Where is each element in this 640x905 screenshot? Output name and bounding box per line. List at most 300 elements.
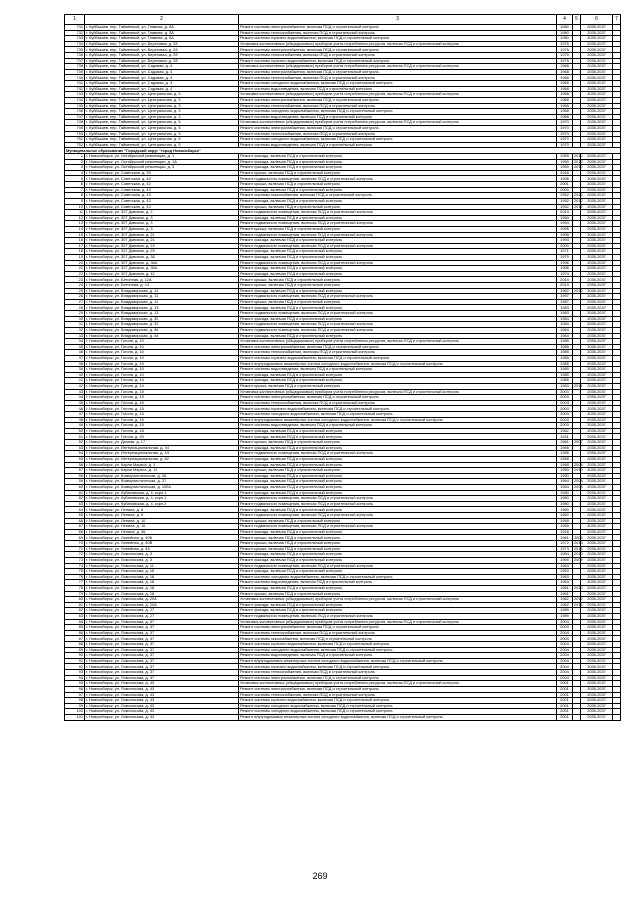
address-cell: г. Новосибирск, ул. Советская, д. 43: [85, 193, 239, 199]
work-type-cell: Ремонт подвального помещения, включая ПСД и строительный контроль: [239, 260, 557, 266]
address-cell: г. Новосибирск, ул. Ломоносова, д. 5: [85, 557, 239, 563]
work-type-cell: Ремонт крыши, включая ПСД и строительный контроль: [239, 541, 557, 547]
address-cell: г. Новосибирск, ул. Интернациональная, д. 44: [85, 451, 239, 457]
year-built-cell: 1970: [557, 131, 573, 137]
row-number-cell: 736: [65, 53, 85, 59]
work-type-cell: Ремонт крыши, включая ПСД и строительный контроль: [239, 283, 557, 289]
work-type-cell: Ремонт системы водоотведения, включая ПСД и строительный контроль: [239, 142, 557, 148]
planned-period-cell: 2035-2037: [581, 69, 613, 75]
row-number-cell: 86: [65, 630, 85, 636]
table-body: [65, 25, 621, 721]
address-cell: г. Новосибирск, ул. Советская, д. 42: [85, 182, 239, 188]
year-built-cell: 1984: [557, 316, 573, 322]
address-cell: г. Новосибирск, ул. Ломоносова, д. 43: [85, 692, 239, 698]
address-cell: г. Новосибирск, ул. 307 Дивизии, д. 3: [85, 215, 239, 221]
work-type-cell: Ремонт системы горячего водоснабжения, включая ПСД и строительный контроль: [239, 698, 557, 704]
year-built-cell: 1995: [557, 226, 573, 232]
year-built-cell: 2004: [557, 658, 573, 664]
address-cell: г. Новосибирск, ул. Ломоносова, д. 37: [85, 675, 239, 681]
row-number-cell: 14: [65, 226, 85, 232]
planned-period-cell: 2035-2037: [581, 395, 613, 401]
row-number-cell: 11: [65, 210, 85, 216]
address-cell: г. Новосибирск, ул. 307 Дивизии, д. 2: [85, 210, 239, 216]
year-built-cell: 1997: [557, 294, 573, 300]
planned-period-cell: 2035-2037: [581, 176, 613, 182]
year-prior-repair-cell: 2012: [574, 596, 583, 602]
address-cell: г. Новосибирск, ул. Советская, д. 43: [85, 204, 239, 210]
work-type-cell: Ремонт крыши, включая ПСД и строительный контроль: [239, 440, 557, 446]
address-cell: г. Новосибирск, ул. Ломоносова, д. 27: [85, 613, 239, 619]
row-number-cell: 98: [65, 698, 85, 704]
address-cell: г. Новосибирск, ул. Ломоносова, д. 16: [85, 580, 239, 586]
row-number-cell: 733: [65, 36, 85, 42]
row-number-cell: 32: [65, 327, 85, 333]
address-cell: г. Куйбышев, пер. Тайменный, ул. Садовая, д. 4: [85, 64, 239, 70]
planned-period-cell: 2035-2037: [581, 215, 613, 221]
planned-period-cell: 2035-2037: [581, 36, 613, 42]
year-prior-repair-cell: 2010: [574, 585, 583, 591]
row-number-cell: 95: [65, 681, 85, 687]
work-type-cell: Ремонт подвального помещения, включая ПСД и строительный контроль: [239, 322, 557, 328]
year-built-cell: 2004: [557, 670, 573, 676]
work-type-cell: Ремонт крыши, включая ПСД и строительный контроль: [239, 226, 557, 232]
year-built-cell: 1962: [557, 428, 573, 434]
planned-period-cell: 2035-2037: [581, 569, 613, 575]
work-type-cell: Ремонт подвального помещения, включая ПСД и строительный контроль: [239, 294, 557, 300]
row-number-cell: 67: [65, 524, 85, 530]
row-number-cell: 58: [65, 473, 85, 479]
planned-period-cell: 2035-2037: [581, 647, 613, 653]
row-number-cell: 94: [65, 675, 85, 681]
planned-period-cell: 2035-2037: [581, 552, 613, 558]
row-number-cell: 83: [65, 613, 85, 619]
row-number-cell: 15: [65, 232, 85, 238]
row-number-cell: 79: [65, 591, 85, 597]
planned-period-cell: 2035-2037: [581, 53, 613, 59]
work-type-cell: Ремонт системы теплоснабжения, включая ПСД и строительный контроль: [239, 53, 557, 59]
address-cell: г. Новосибирск, ул. Ломоносова, д. 16: [85, 574, 239, 580]
work-type-cell: Установка коллективных (общедомовых) приборов учета потребления ресурсов, включая ПСД и строительный контроль: [239, 597, 557, 603]
row-number-cell: 36: [65, 350, 85, 356]
row-number-cell: 746: [65, 109, 85, 115]
year-built-cell: 1980: [557, 25, 573, 31]
year-prior-repair-cell: 2010: [574, 153, 583, 159]
row-number-cell: 39: [65, 367, 85, 373]
year-built-cell: 1962: [557, 597, 573, 603]
work-type-cell: Ремонт фасада, включая ПСД и строительный контроль: [239, 165, 557, 171]
year-prior-repair-cell: 2012: [574, 197, 583, 203]
year-built-cell: 1960: [557, 513, 573, 519]
work-type-cell: Ремонт подвального помещения, включая ПСД и строительный контроль: [239, 451, 557, 457]
planned-period-cell: 2035-2037: [581, 681, 613, 687]
work-type-cell: Ремонт системы теплоснабжения, включая ПСД и строительный контроль: [239, 630, 557, 636]
year-built-cell: 2003: [557, 406, 573, 412]
address-cell: г. Новосибирск, ул. Советская, д. 43: [85, 198, 239, 204]
row-number-cell: 73: [65, 557, 85, 563]
address-cell: г. Новосибирск, ул. 307 Дивизии, д. 42: [85, 271, 239, 277]
address-cell: г. Новосибирск, ул. Владимирская, д. 11: [85, 294, 239, 300]
planned-period-cell: 2035-2037: [581, 103, 613, 109]
address-cell: г. Куйбышев, пер. Тайменный, ул. Береговая, д. 28: [85, 41, 239, 47]
planned-period-cell: 2035-2037: [581, 243, 613, 249]
address-cell: г. Куйбышев, пер. Тайменный, ул. Береговая, д. 28: [85, 53, 239, 59]
planned-period-cell: 2035-2037: [581, 384, 613, 390]
year-built-cell: 1950: [557, 468, 573, 474]
work-type-cell: Ремонт системы водоотведения, включая ПСД и строительный контроль: [239, 367, 557, 373]
row-number-cell: 75: [65, 569, 85, 575]
address-cell: г. Новосибирск, ул. Ленина, д. 10: [85, 518, 239, 524]
address-cell: г. Куйбышев, пер. Тайменный, ул. Береговая, д. 28: [85, 47, 239, 53]
planned-period-cell: 2035-2037: [581, 496, 613, 502]
address-cell: г. Новосибирск, ул. Ломоносова, д. 3: [85, 552, 239, 558]
address-cell: г. Новосибирск, ул. Октябрьской революции, д. 3: [85, 165, 239, 171]
work-type-cell: Ремонт подвального помещения, включая ПСД и строительный контроль: [239, 221, 557, 227]
row-number-cell: 9: [65, 198, 85, 204]
planned-period-cell: 2035-2037: [581, 25, 613, 31]
address-cell: г. Новосибирск, ул. Гоголя, д. 14: [85, 378, 239, 384]
address-cell: г. Новосибирск, ул. Октябрьской революции, д. 1: [85, 154, 239, 160]
planned-period-cell: 2035-2037: [581, 271, 613, 277]
year-built-cell: 1916: [557, 529, 573, 535]
address-cell: г. Новосибирск, ул. 307 Дивизии, д. 23: [85, 249, 239, 255]
work-type-cell: Ремонт системы теплоснабжения, включая ПСД и строительный контроль: [239, 400, 557, 406]
planned-period-cell: 2035-2037: [581, 109, 613, 115]
planned-period-cell: 2035-2037: [581, 182, 613, 188]
year-built-cell: 2001: [557, 182, 573, 188]
row-number-cell: 45: [65, 400, 85, 406]
work-type-cell: Ремонт системы теплоснабжения, включая ПСД и строительный контроль: [239, 670, 557, 676]
planned-period-cell: 2035-2037: [581, 277, 613, 283]
address-cell: г. Новосибирск, ул. Гоголя, д. 10: [85, 355, 239, 361]
address-cell: г. Новосибирск, ул. Ленина, д. 6: [85, 507, 239, 513]
work-type-cell: Ремонт системы горячего водоснабжения, включая ПСД и строительный контроль: [239, 664, 557, 670]
planned-period-cell: 2035-2037: [581, 535, 613, 541]
address-cell: г. Новосибирск, ул. Карла Маркса, д. 11: [85, 468, 239, 474]
work-type-cell: Ремонт фасада, включая ПСД и строительный контроль: [239, 608, 557, 614]
address-cell: г. Новосибирск, ул. Ломоносова, д. 20А: [85, 602, 239, 608]
work-type-cell: Ремонт фасада, включая ПСД и строительный контроль: [239, 372, 557, 378]
page-number: 269: [312, 871, 328, 881]
work-type-cell: Ремонт системы теплоснабжения, включая ПСД и строительный контроль: [239, 30, 557, 36]
row-number-cell: 78: [65, 585, 85, 591]
address-cell: г. Новосибирск, ул. Гоголя, д. 10: [85, 372, 239, 378]
planned-period-cell: 2035-2037: [581, 653, 613, 659]
year-prior-repair-cell: [573, 714, 581, 720]
planned-period-cell: 2035-2037: [581, 350, 613, 356]
year-built-cell: 1970: [557, 120, 573, 126]
row-number-cell: 65: [65, 513, 85, 519]
planned-period-cell: 2035-2037: [581, 97, 613, 103]
row-number-cell: 738: [65, 64, 85, 70]
planned-period-cell: 2035-2037: [581, 367, 613, 373]
address-cell: г. Новосибирск, ул. Ломоносова, д. 37: [85, 653, 239, 659]
address-cell: г. Новосибирск, ул. Владимирская, д. 36: [85, 327, 239, 333]
work-type-cell: Ремонт фасада, включая ПСД и строительный контроль: [239, 271, 557, 277]
year-built-cell: 1970: [557, 142, 573, 148]
year-built-cell: 1968: [557, 109, 573, 115]
address-cell: г. Новосибирск, ул. Владимирская, д. 32: [85, 316, 239, 322]
year-built-cell: 2003: [557, 389, 573, 395]
planned-period-cell: 2035-2037: [581, 557, 613, 563]
year-built-cell: 1980: [557, 501, 573, 507]
year-built-cell: 1968: [557, 81, 573, 87]
row-number-cell: 82: [65, 608, 85, 614]
row-number-cell: 71: [65, 546, 85, 552]
year-prior-repair-cell: 2007: [574, 439, 583, 445]
year-built-cell: 2001: [557, 692, 573, 698]
address-cell: г. Новосибирск, ул. Линейная, д. 40В: [85, 541, 239, 547]
work-type-cell: Ремонт внутридомовых инженерных систем холодного водоснабжения, включая ПСД и строительный контроль: [239, 361, 557, 367]
work-type-cell: Ремонт фасада, включая ПСД и строительный контроль: [239, 462, 557, 468]
work-type-cell: Ремонт системы теплоснабжения, включая ПСД и строительный контроль: [239, 131, 557, 137]
address-cell: г. Новосибирск, ул. 307 Дивизии, д. 38А: [85, 260, 239, 266]
address-cell: г. Новосибирск, ул. Коммунистическая, д. 37: [85, 479, 239, 485]
year-built-cell: 1963: [557, 569, 573, 575]
row-number-cell: 84: [65, 619, 85, 625]
address-cell: г. Куйбышев, пер. Тайменный, ул. Садовая, д. 4: [85, 75, 239, 81]
row-number-cell: 31: [65, 322, 85, 328]
year-built-cell: 1954: [557, 552, 573, 558]
address-cell: г. Новосибирск, ул. Ломоносова, д. 37: [85, 619, 239, 625]
year-built-cell: 2004: [557, 625, 573, 631]
work-type-cell: Ремонт системы холодного водоснабжения, включая ПСД и строительный контроль: [239, 412, 557, 418]
row-number-cell: 62: [65, 496, 85, 502]
work-type-cell: Ремонт системы электроснабжения, включая ПСД и строительный контроль: [239, 125, 557, 131]
address-cell: г. Новосибирск, ул. Коммунистическая, д. 100А: [85, 484, 239, 490]
planned-period-cell: 2035-2037: [581, 546, 613, 552]
row-number-cell: 750: [65, 131, 85, 137]
planned-period-cell: 2035-2037: [581, 479, 613, 485]
row-number-cell: 1: [65, 154, 85, 160]
row-number-cell: 13: [65, 221, 85, 227]
work-type-cell: Ремонт системы электроснабжения, включая ПСД и строительный контроль: [239, 395, 557, 401]
year-prior-repair-cell: 2012: [574, 601, 583, 607]
work-type-cell: Ремонт системы холодного водоснабжения, включая ПСД и строительный контроль: [239, 703, 557, 709]
planned-period-cell: 2035-2037: [581, 226, 613, 232]
address-cell: г. Новосибирск, ул. Ломоносова, д. 37: [85, 658, 239, 664]
work-type-cell: Ремонт внутридомовых инженерных систем холодного водоснабжения, включая ПСД и строительный контроль: [239, 714, 557, 720]
work-type-cell: Ремонт системы холодного водоснабжения, включая ПСД и строительный контроль: [239, 574, 557, 580]
row-number-cell: 91: [65, 658, 85, 664]
planned-period-cell: 2035-2037: [581, 232, 613, 238]
year-built-cell: 1956: [557, 451, 573, 457]
planned-period-cell: 2035-2037: [581, 86, 613, 92]
work-type-cell: Ремонт фасада, включая ПСД и строительный контроль: [239, 305, 557, 311]
row-number-cell: 43: [65, 389, 85, 395]
row-number-cell: 27: [65, 299, 85, 305]
address-cell: г. Новосибирск, ул. Гоголя, д. 18: [85, 428, 239, 434]
year-prior-repair-cell: 2008: [574, 461, 583, 467]
year-built-cell: 1963: [557, 563, 573, 569]
address-cell: г. Новосибирск, ул. 307 Дивизии, д. 38: [85, 254, 239, 260]
register-table-container: [64, 14, 620, 721]
address-cell: г. Новосибирск, ул. Гоголя, д. 10: [85, 367, 239, 373]
row-number-cell: 18: [65, 249, 85, 255]
row-number-cell: 51: [65, 434, 85, 440]
planned-period-cell: 2035-2037: [581, 64, 613, 70]
row-number-cell: 735: [65, 47, 85, 53]
year-built-cell: 1975: [557, 47, 573, 53]
year-built-cell: 1961: [557, 591, 573, 597]
work-type-cell: Ремонт крыши, включая ПСД и строительный контроль: [239, 591, 557, 597]
planned-period-cell: 2035-2037: [581, 468, 613, 474]
work-type-cell: Установка коллективных (общедомовых) приборов учета потребления ресурсов, включая ПСД и строительный контроль: [239, 339, 557, 345]
address-cell: г. Новосибирск, ул. Ломоносова, д. 43: [85, 714, 239, 720]
planned-period-cell: 2035-2037: [581, 642, 613, 648]
year-built-cell: 1987: [557, 299, 573, 305]
planned-period-cell: 2035-2037: [581, 602, 613, 608]
year-built-cell: 2004: [557, 630, 573, 636]
planned-period-cell: 2035-2037: [581, 339, 613, 345]
year-built-cell: 1983: [557, 305, 573, 311]
address-cell: г. Новосибирск, ул. Гоголя, д. 10: [85, 361, 239, 367]
work-type-cell: Ремонт системы газоснабжения, включая ПСД и строительный контроль: [239, 636, 557, 642]
planned-period-cell: 2035-2037: [581, 322, 613, 328]
planned-period-cell: 2035-2037: [581, 327, 613, 333]
row-number-cell: 24: [65, 283, 85, 289]
planned-period-cell: 2035-2037: [581, 221, 613, 227]
year-built-cell: 1985: [557, 361, 573, 367]
work-type-cell: Ремонт крыши, включая ПСД и строительный контроль: [239, 518, 557, 524]
row-number-cell: 101: [65, 714, 85, 720]
address-cell: г. Новосибирск, ул. Ленина, д. 36: [85, 529, 239, 535]
planned-period-cell: 2035-2037: [581, 591, 613, 597]
planned-period-cell: 2035-2037: [581, 294, 613, 300]
address-cell: г. Новосибирск, ул. 307 Дивизии, д. 3: [85, 221, 239, 227]
planned-period-cell: 2035-2037: [581, 372, 613, 378]
work-type-cell: Ремонт фасада, включая ПСД и строительный контроль: [239, 266, 557, 272]
row-number-cell: 48: [65, 417, 85, 423]
work-type-cell: Ремонт фасада, включая ПСД и строительный контроль: [239, 552, 557, 558]
row-number-cell: 49: [65, 423, 85, 429]
year-built-cell: 2001: [557, 714, 573, 720]
planned-period-cell: 2035-2037: [581, 675, 613, 681]
address-cell: г. Новосибирск, ул. Ломоносова, д. 43: [85, 709, 239, 715]
address-cell: г. Куйбышев, пер. Тайменный, ул. Главная, д. 5А: [85, 25, 239, 31]
row-number-cell: 56: [65, 462, 85, 468]
year-built-cell: 1961: [557, 585, 573, 591]
address-cell: г. Новосибирск, ул. 307 Дивизии, д. 23: [85, 243, 239, 249]
year-built-cell: 1996: [557, 232, 573, 238]
year-prior-repair-cell: 2009: [574, 534, 583, 540]
planned-period-cell: 2035-2037: [581, 311, 613, 317]
address-cell: г. Новосибирск, ул. Кубановская, д. 4, корп.2: [85, 501, 239, 507]
year-built-cell: 2003: [557, 423, 573, 429]
planned-period-cell: 2035-2037: [581, 698, 613, 704]
row-number-cell: 64: [65, 507, 85, 513]
row-number-cell: 54: [65, 451, 85, 457]
address-cell: г. Новосибирск, ул. Ленина, д. 6: [85, 513, 239, 519]
year-built-cell: 1985: [557, 344, 573, 350]
planned-period-cell: 2035-2037: [581, 305, 613, 311]
row-number-cell: 63: [65, 501, 85, 507]
row-number-cell: 4: [65, 170, 85, 176]
planned-period-cell: 2035-2037: [581, 266, 613, 272]
year-built-cell: 1983: [557, 384, 573, 390]
row-number-cell: 81: [65, 602, 85, 608]
planned-period-cell: 2035-2037: [581, 456, 613, 462]
work-type-cell: Ремонт фасада, включая ПСД и строительный контроль: [239, 456, 557, 462]
address-cell: г. Новосибирск, ул. Гоголя, д. 10: [85, 339, 239, 345]
row-number-cell: 80: [65, 597, 85, 603]
year-built-cell: 1985: [557, 378, 573, 384]
year-built-cell: 1990: [557, 473, 573, 479]
work-type-cell: Установка коллективных (общедомовых) приборов учета потребления ресурсов, включая ПСД и строительный контроль: [239, 92, 557, 98]
planned-period-cell: 2035-2037: [581, 81, 613, 87]
work-type-cell: Ремонт крыши, включая ПСД и строительный контроль: [239, 204, 557, 210]
row-number-cell: 72: [65, 552, 85, 558]
year-built-cell: 1956: [557, 456, 573, 462]
year-prior-repair-cell: 2014: [574, 545, 583, 551]
planned-period-cell: 2035-2037: [581, 440, 613, 446]
planned-period-cell: 2035-2037: [581, 344, 613, 350]
work-type-cell: Ремонт внутридомовых инженерных систем холодного водоснабжения, включая ПСД и строительный контроль: [239, 417, 557, 423]
row-number-cell: 26: [65, 294, 85, 300]
work-type-cell: Установка коллективных (общедомовых) приборов учета потребления ресурсов, включая ПСД и строительный контроль: [239, 64, 557, 70]
year-built-cell: 2013: [557, 283, 573, 289]
work-type-cell: Ремонт крыши, включая ПСД и строительный контроль: [239, 277, 557, 283]
year-built-cell: 1970: [557, 137, 573, 143]
row-number-cell: 35: [65, 344, 85, 350]
row-number-cell: 70: [65, 541, 85, 547]
planned-period-cell: 2035-2037: [581, 41, 613, 47]
planned-period-cell: 2035-2037: [581, 518, 613, 524]
planned-period-cell: 2035-2037: [581, 30, 613, 36]
year-built-cell: 1985: [557, 372, 573, 378]
address-cell: г. Куйбышев, пер. Тайменный, ул. Главная, д. 5А: [85, 30, 239, 36]
work-type-cell: Ремонт системы теплоснабжения, включая ПСД и строительный контроль: [239, 350, 557, 356]
row-number-cell: 6: [65, 182, 85, 188]
work-type-cell: Ремонт крыши, включая ПСД и строительный контроль: [239, 384, 557, 390]
address-cell: г. Новосибирск, ул. Интернациональная, д. 44: [85, 445, 239, 451]
row-number-cell: 25: [65, 288, 85, 294]
register-table: [64, 14, 621, 721]
row-number-cell: 89: [65, 647, 85, 653]
row-number-cell: 42: [65, 384, 85, 390]
address-cell: г. Новосибирск, ул. Бетонная, д. 12А: [85, 277, 239, 283]
planned-period-cell: 2035-2037: [581, 524, 613, 530]
row-number-cell: 37: [65, 355, 85, 361]
year-prior-repair-cell: 2008: [574, 478, 583, 484]
work-type-cell: Ремонт подвального помещения, включая ПСД и строительный контроль: [239, 513, 557, 519]
year-built-cell: 1980: [557, 30, 573, 36]
address-cell: г. Куйбышев, пер. Тайменный, ул. Центральная, д. 5: [85, 120, 239, 126]
year-built-cell: 1985: [557, 355, 573, 361]
row-number-cell: 93: [65, 670, 85, 676]
planned-period-cell: 2035-2037: [581, 131, 613, 137]
header-col-4: 4: [557, 15, 573, 25]
address-cell: г. Новосибирск, ул. Владимирская, д. 11: [85, 288, 239, 294]
year-built-cell: 1962: [557, 602, 573, 608]
year-built-cell: 1968: [557, 462, 573, 468]
year-built-cell: 1964: [557, 327, 573, 333]
year-built-cell: 1974: [557, 271, 573, 277]
work-type-cell: Ремонт системы теплоснабжения, включая ПСД и строительный контроль: [239, 75, 557, 81]
address-cell: г. Куйбышев, пер. Тайменный, ул. Центральная, д. 3: [85, 109, 239, 115]
address-cell: г. Новосибирск, ул. Коммунистическая, д. 26: [85, 473, 239, 479]
planned-period-cell: 2035-2037: [581, 142, 613, 148]
row-number-cell: 747: [65, 114, 85, 120]
address-cell: г. Новосибирск, ул. Гоголя, д. 15: [85, 412, 239, 418]
year-built-cell: 2004: [557, 642, 573, 648]
row-number-cell: 12: [65, 215, 85, 221]
work-type-cell: Ремонт фасада, включая ПСД и строительный контроль: [239, 473, 557, 479]
row-number-cell: 30: [65, 316, 85, 322]
planned-period-cell: 2035-2037: [581, 412, 613, 418]
row-number-cell: 731: [65, 25, 85, 31]
year-built-cell: 2004: [557, 647, 573, 653]
row-number-cell: 34: [65, 339, 85, 345]
